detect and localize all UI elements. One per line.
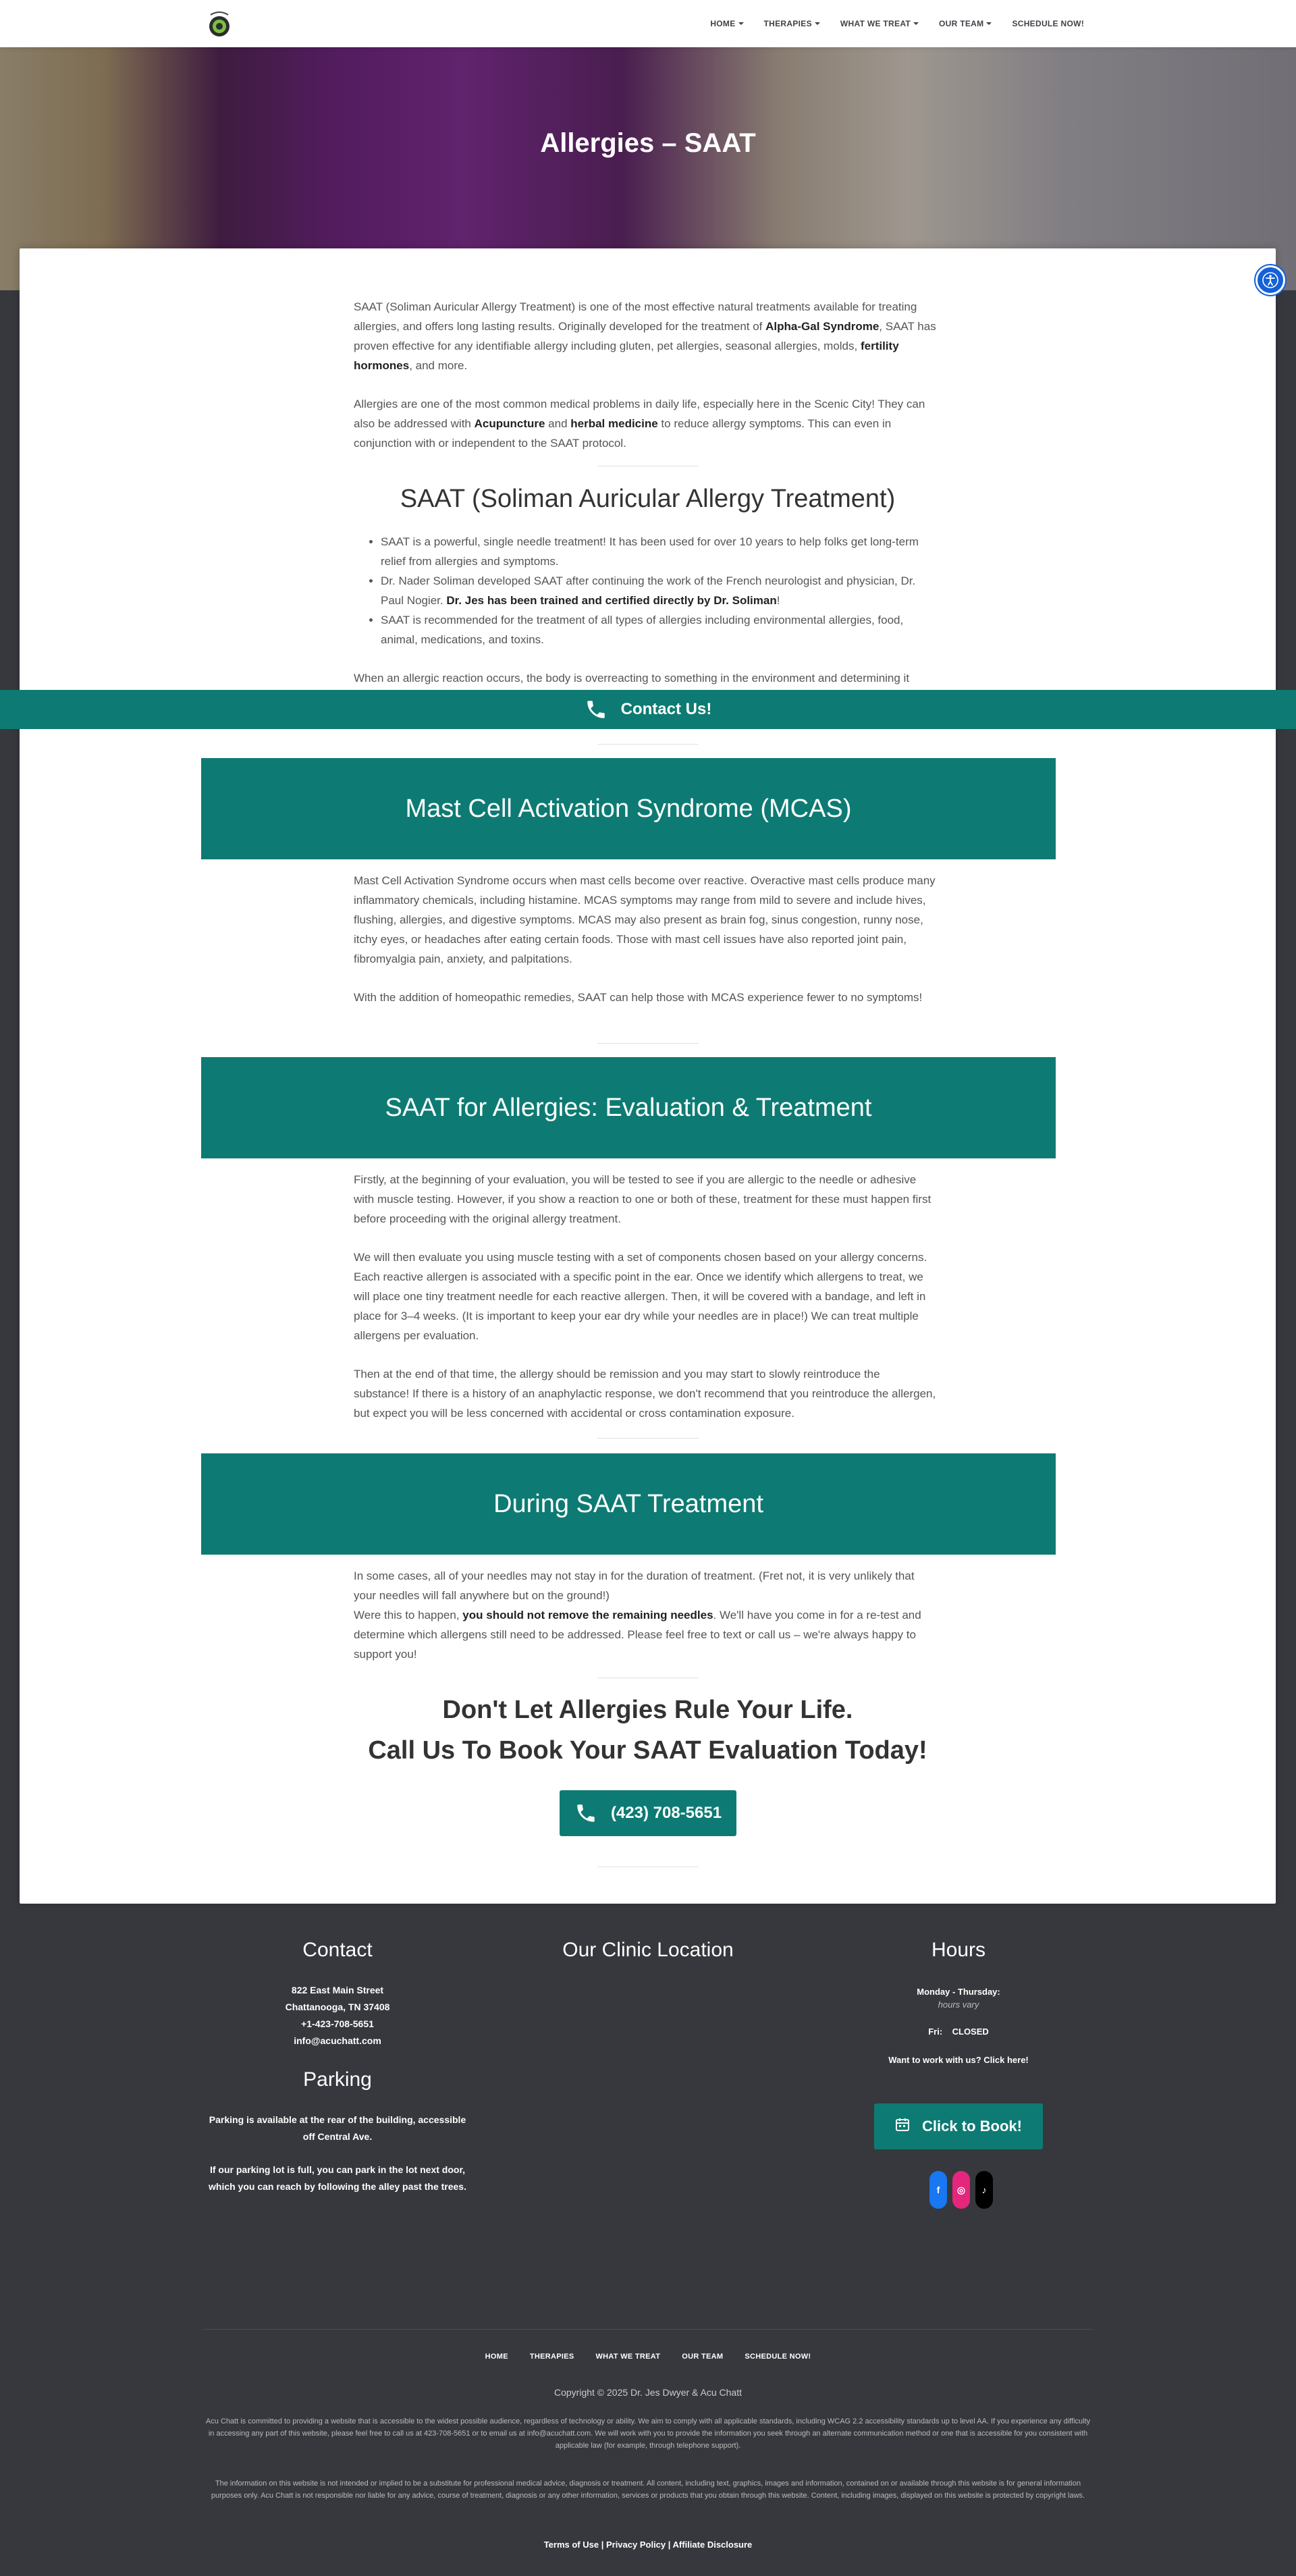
intro-paragraph-2: Allergies are one of the most common medical problems in daily life, especially here in the Scenic City! They can also be addressed with Acupuncture and herbal medicine to reduce allergy symptoms. This can even in conjunction with or independent to the SAAT protocol. bbox=[354, 398, 925, 450]
cta-heading-line2: Call Us To Book Your SAAT Evaluation Today! bbox=[368, 1736, 927, 1765]
nav-our-team[interactable]: OUR TEAM bbox=[939, 19, 992, 28]
during-banner bbox=[201, 1453, 1056, 1555]
main-menu bbox=[710, 0, 1084, 47]
location-heading: Our Clinic Location bbox=[562, 1939, 734, 1961]
nav-schedule-now[interactable]: SCHEDULE NOW! bbox=[1012, 19, 1084, 28]
divider bbox=[597, 744, 699, 745]
mcas-heading: Mast Cell Activation Syndrome (MCAS) bbox=[405, 794, 852, 823]
evaluation-paragraph-1: Firstly, at the beginning of your evaluation, you will be tested to see if you are allergic to the needle or adhesive with muscle testing. However, if you show a reaction to one or both of these, treatment for these must happen first before proceeding with the original allergy treatment. bbox=[354, 1173, 932, 1225]
mcas-banner bbox=[201, 758, 1056, 859]
contact-heading: Contact bbox=[302, 1939, 373, 1961]
phone-icon bbox=[574, 1802, 597, 1825]
footer-contact bbox=[202, 1939, 473, 2195]
hours-days-1: Monday - Thursday: bbox=[917, 1987, 1000, 1997]
footer-nav-home[interactable]: HOME bbox=[485, 2353, 508, 2361]
during-section bbox=[354, 1566, 938, 1664]
parking-heading: Parking bbox=[303, 2068, 372, 2091]
mcas-paragraph-1: Mast Cell Activation Syndrome occurs when mast cells become over reactive. Overactive mast cells produce many inflammatory chemicals, including histamine. MCAS symptoms may range from mild to severe and include hives, flushing, allergies, and digestive symptoms. MCAS may also present as brain fog, sinus congestion, runny nose, itchy eyes, or headaches after eating certain foods. Those with mast cell issues have also reported joint pain, fibromyalgia pain, anxiety, and palpitations. bbox=[354, 874, 936, 965]
divider bbox=[597, 1438, 699, 1439]
saat-paragraph: When an allergic reaction occurs, the body is overreacting to something in the environment and determining it bbox=[354, 672, 910, 685]
during-paragraph-1: In some cases, all of your needles may not stay in for the duration of treatment. (Fret not, it is very unlikely that your needles will fall anywhere but on the ground!) bbox=[354, 1569, 915, 1602]
cta-heading-line1: Don't Let Allergies Rule Your Life. bbox=[442, 1696, 853, 1724]
list-item: • Dr. Nader Soliman developed SAAT after continuing the work of the French neurologist and physician, Dr. Paul Nogier. Dr. Jes has been trained and certified directly by Dr. Soliman! bbox=[381, 571, 938, 610]
privacy-link[interactable]: Privacy Policy bbox=[605, 2540, 666, 2550]
address-line-1: 822 East Main Street bbox=[291, 1985, 384, 1995]
nav-what-we-treat[interactable]: WHAT WE TREAT bbox=[840, 19, 919, 28]
evaluation-banner bbox=[201, 1057, 1056, 1158]
footer-nav-what-we-treat[interactable]: WHAT WE TREAT bbox=[595, 2353, 661, 2361]
email-link[interactable]: info@acuchatt.com bbox=[294, 2035, 381, 2046]
footer-location bbox=[513, 1939, 783, 1962]
legal-links: Terms of Use | Privacy Policy | Affiliate Disclosure bbox=[543, 2540, 753, 2550]
medical-disclaimer: The information on this website is not intended or implied to be a substitute for professional medical advice, diagnosis or treatment. All content, including text, graphics, images and information, contained on or available through this website is for general information purposes only. Acu Chatt is not responsible nor liable for any advice, course of treatment, diagnosis or any other information, services or products that you obtain through this website. Content, including images, displayed on this website is protected by copyright laws. bbox=[211, 2479, 1085, 2500]
calendar-icon bbox=[895, 2117, 910, 2136]
saat-heading: SAAT (Soliman Auricular Allergy Treatment) bbox=[400, 485, 896, 513]
chevron-down-icon bbox=[738, 22, 744, 25]
list-item: • SAAT is recommended for the treatment of all types of allergies including environmental allergies, food, animal, medications, and toxins. bbox=[381, 610, 938, 649]
evaluation-paragraph-2: We will then evaluate you using muscle testing with a set of components chosen based on your allergy concerns. Each reactive allergen is associated with a specific point in the ear. Once we identify which allergens to treat, we will place one tiny treatment needle for each reactive allergen. Then, it will be covered with a bandage, and left in place for 3–4 weeks. (It is important to keep your ear dry while your needles are in place!) We can treat multiple allergens per evaluation. bbox=[354, 1251, 927, 1342]
saat-section bbox=[354, 532, 938, 688]
footer-nav-therapies[interactable]: THERAPIES bbox=[529, 2353, 574, 2361]
evaluation-heading: SAAT for Allergies: Evaluation & Treatment bbox=[385, 1093, 872, 1122]
saat-bullet-list bbox=[354, 532, 938, 649]
footer-divider bbox=[204, 2329, 1092, 2330]
book-button[interactable] bbox=[874, 2103, 1043, 2149]
instagram-icon[interactable]: ◎ bbox=[952, 2171, 970, 2209]
parking-paragraph-2: If our parking lot is full, you can park in the lot next door, which you can reach by following the alley past the trees. bbox=[209, 2164, 466, 2192]
contact-us-bar[interactable] bbox=[0, 690, 1296, 729]
intro-paragraph-1: SAAT (Soliman Auricular Allergy Treatment) is one of the most effective natural treatments available for treating allergies, and offers long lasting results. Originally developed for the treatment of Alpha-Gal Syndrome, SAAT has proven effective for any identifiable allergy including gluten, pet allergies, seasonal allergies, molds, fertility hormones, and more. bbox=[354, 300, 936, 372]
address-line-2: Chattanooga, TN 37408 bbox=[285, 2002, 390, 2012]
footer-nav-our-team[interactable]: OUR TEAM bbox=[682, 2353, 724, 2361]
nav-therapies[interactable]: THERAPIES bbox=[764, 19, 820, 28]
footer-nav bbox=[0, 2353, 1296, 2361]
terms-link[interactable]: Terms of Use bbox=[543, 2540, 599, 2550]
page-title: Allergies – SAAT bbox=[540, 128, 756, 158]
top-navbar bbox=[0, 0, 1296, 47]
phone-link[interactable]: +1-423-708-5651 bbox=[301, 2018, 374, 2029]
affiliate-link[interactable]: Affiliate Disclosure bbox=[672, 2540, 753, 2550]
facebook-icon[interactable]: f bbox=[929, 2171, 947, 2209]
phone-icon bbox=[585, 698, 608, 721]
nav-home[interactable]: HOME bbox=[710, 19, 743, 28]
accessibility-icon[interactable] bbox=[1256, 265, 1285, 295]
book-button-label: Click to Book! bbox=[922, 2118, 1022, 2135]
phone-number: (423) 708-5651 bbox=[610, 1804, 722, 1822]
site-logo[interactable] bbox=[204, 8, 235, 39]
hours-note-1: hours vary bbox=[938, 2000, 979, 2010]
copyright: Copyright © 2025 Dr. Jes Dwyer & Acu Chatt bbox=[554, 2387, 742, 2398]
contact-us-label: Contact Us! bbox=[620, 700, 712, 718]
parking-paragraph-1: Parking is available at the rear of the building, accessible off Central Ave. bbox=[209, 2114, 466, 2142]
footer-nav-schedule-now[interactable]: SCHEDULE NOW! bbox=[745, 2353, 811, 2361]
hours-row-2: Fri: CLOSED bbox=[928, 2027, 989, 2037]
chevron-down-icon bbox=[913, 22, 919, 25]
chevron-down-icon bbox=[815, 22, 820, 25]
call-phone-button[interactable] bbox=[560, 1790, 736, 1836]
hours-heading: Hours bbox=[931, 1939, 986, 1961]
book-prompt: Want to work with us? Click here! bbox=[888, 2055, 1029, 2065]
chevron-down-icon bbox=[986, 22, 992, 25]
during-heading: During SAAT Treatment bbox=[493, 1489, 763, 1518]
accessibility-statement: Acu Chatt is committed to providing a website that is accessible to the widest possible audience, regardless of technology or ability. We aim to comply with all applicable standards, including WCAG 2.2 accessibility standards up to level AA. If you experience any difficulty in accessing any part of this website, please feel free to call us at 423-708-5651 or to email us at info@acuchatt.com. We will work with you to provide the information you seek through an alternate communication method or one that is accessible for you consistent with applicable law (for example, through telephone support). bbox=[205, 2417, 1091, 2450]
list-item: • SAAT is a powerful, single needle treatment! It has been used for over 10 years to help folks get long-term relief from allergies and symptoms. bbox=[381, 532, 938, 571]
divider bbox=[597, 1043, 699, 1044]
evaluation-paragraph-3: Then at the end of that time, the allergy should be remission and you may start to slowly reintroduce the substance! If there is a history of an anaphylactic response, we don't recommend that you reintroduce the allergen, but expect you will be less concerned with accidental or cross contamination exposure. bbox=[354, 1368, 936, 1420]
mcas-paragraph-2: With the addition of homeopathic remedies, SAAT can help those with MCAS experience fewer to no symptoms! bbox=[354, 991, 923, 1004]
during-paragraph-2: Were this to happen, you should not remove the remaining needles. We'll have you come in for a re-test and determine which allergens still need to be addressed. Please feel free to text or call us – we're always happy to support you! bbox=[354, 1609, 921, 1661]
footer-hours bbox=[824, 1939, 1094, 2068]
intro-section bbox=[354, 297, 938, 453]
tiktok-icon[interactable]: ♪ bbox=[975, 2171, 993, 2209]
mcas-section bbox=[354, 871, 938, 1007]
evaluation-section bbox=[354, 1170, 938, 1423]
